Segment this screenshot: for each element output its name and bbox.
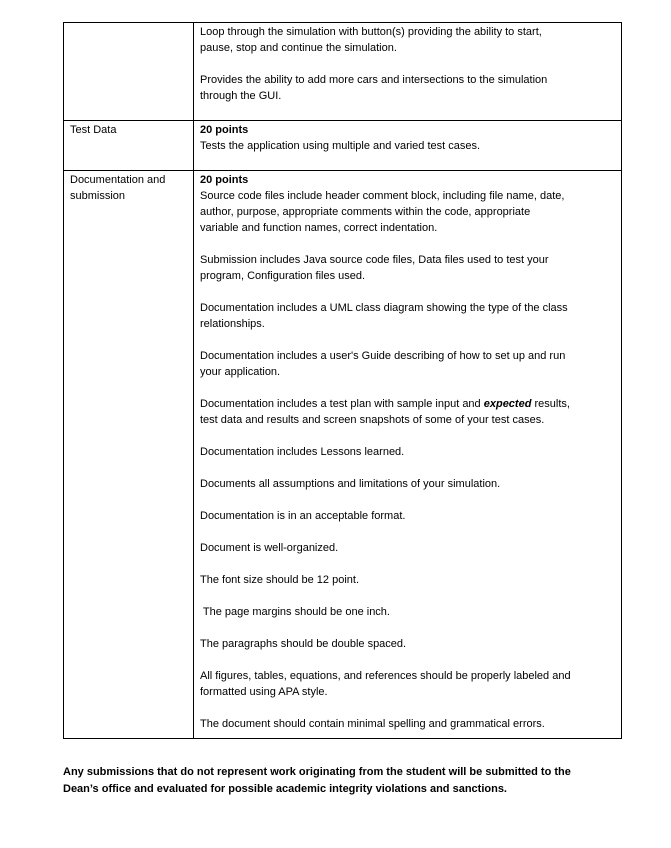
grading-rubric-table: [63, 22, 622, 739]
criterion-cell: [64, 121, 194, 171]
description-cell: [194, 23, 622, 121]
criterion-cell: [64, 23, 194, 121]
notice-line: Dean’s office and evaluated for possible academic integrity violations and sanctions.: [63, 783, 507, 795]
text-line: Document is well-organized.: [200, 542, 339, 554]
paragraph: [200, 716, 615, 732]
paragraph: [200, 138, 615, 154]
text-line: Tests the application using multiple and varied test cases.: [200, 140, 481, 152]
description-cell: [194, 171, 622, 739]
text-line: Documentation includes a user's Guide describing of how to set up and run: [200, 350, 566, 362]
table-row: [64, 171, 622, 739]
emphasis-text: expected: [483, 398, 532, 410]
table-row: [64, 23, 622, 121]
criterion-label: Test Data: [70, 124, 117, 136]
paragraph: [200, 636, 615, 652]
text-line: variable and function names, correct indentation.: [200, 222, 438, 234]
text-line: Documentation is in an acceptable format.: [200, 510, 406, 522]
notice-line: Any submissions that do not represent work originating from the student will be submitted to the: [63, 766, 571, 778]
description-cell: [194, 121, 622, 171]
text-line: The page margins should be one inch.: [200, 606, 390, 618]
paragraph: [200, 444, 615, 460]
text-line: relationships.: [200, 318, 265, 330]
criterion-label: Documentation and: [70, 174, 166, 186]
paragraph: [200, 24, 615, 56]
text-line: Submission includes Java source code files, Data files used to test your: [200, 254, 549, 266]
paragraph: [200, 72, 615, 104]
text-line: Documentation includes a UML class diagram showing the type of the class: [200, 302, 568, 314]
text-line: pause, stop and continue the simulation.: [200, 42, 397, 54]
text-line: All figures, tables, equations, and references should be properly labeled and: [200, 670, 571, 682]
text-line: Provides the ability to add more cars and intersections to the simulation: [200, 74, 548, 86]
text-line: The paragraphs should be double spaced.: [200, 638, 407, 650]
text-line: test data and results and screen snapshots of some of your test cases.: [200, 414, 545, 426]
text-line: through the GUI.: [200, 90, 282, 102]
text-line: Documents all assumptions and limitations of your simulation.: [200, 478, 501, 490]
paragraph: [200, 348, 615, 380]
text-line: Documentation includes Lessons learned.: [200, 446, 405, 458]
table-row: [64, 121, 622, 171]
text-line: Source code files include header comment block, including file name, date,: [200, 190, 565, 202]
text-line: Loop through the simulation with button(s) providing the ability to start,: [200, 26, 542, 38]
paragraph: [200, 604, 615, 620]
text-line: [200, 396, 615, 412]
paragraph: [200, 188, 615, 236]
text-segment: Documentation includes a test plan with sample input and: [200, 398, 484, 410]
text-line: formatted using APA style.: [200, 686, 328, 698]
points-label: 20 points: [200, 174, 249, 186]
paragraph: [200, 476, 615, 492]
text-line: author, purpose, appropriate comments within the code, appropriate: [200, 206, 531, 218]
points-label: 20 points: [200, 124, 249, 136]
paragraph: [200, 572, 615, 588]
text-line: your application.: [200, 366, 281, 378]
criterion-label: submission: [70, 190, 126, 202]
paragraph: [200, 508, 615, 524]
text-line: program, Configuration files used.: [200, 270, 366, 282]
paragraph: [200, 252, 615, 284]
paragraph: [200, 300, 615, 332]
text-segment: results,: [531, 398, 570, 410]
paragraph: [200, 668, 615, 700]
criterion-cell: [64, 171, 194, 739]
paragraph: [200, 540, 615, 556]
text-line: The document should contain minimal spelling and grammatical errors.: [200, 718, 545, 730]
paragraph: [200, 396, 615, 428]
text-line: The font size should be 12 point.: [200, 574, 359, 586]
academic-integrity-notice: [63, 764, 571, 798]
